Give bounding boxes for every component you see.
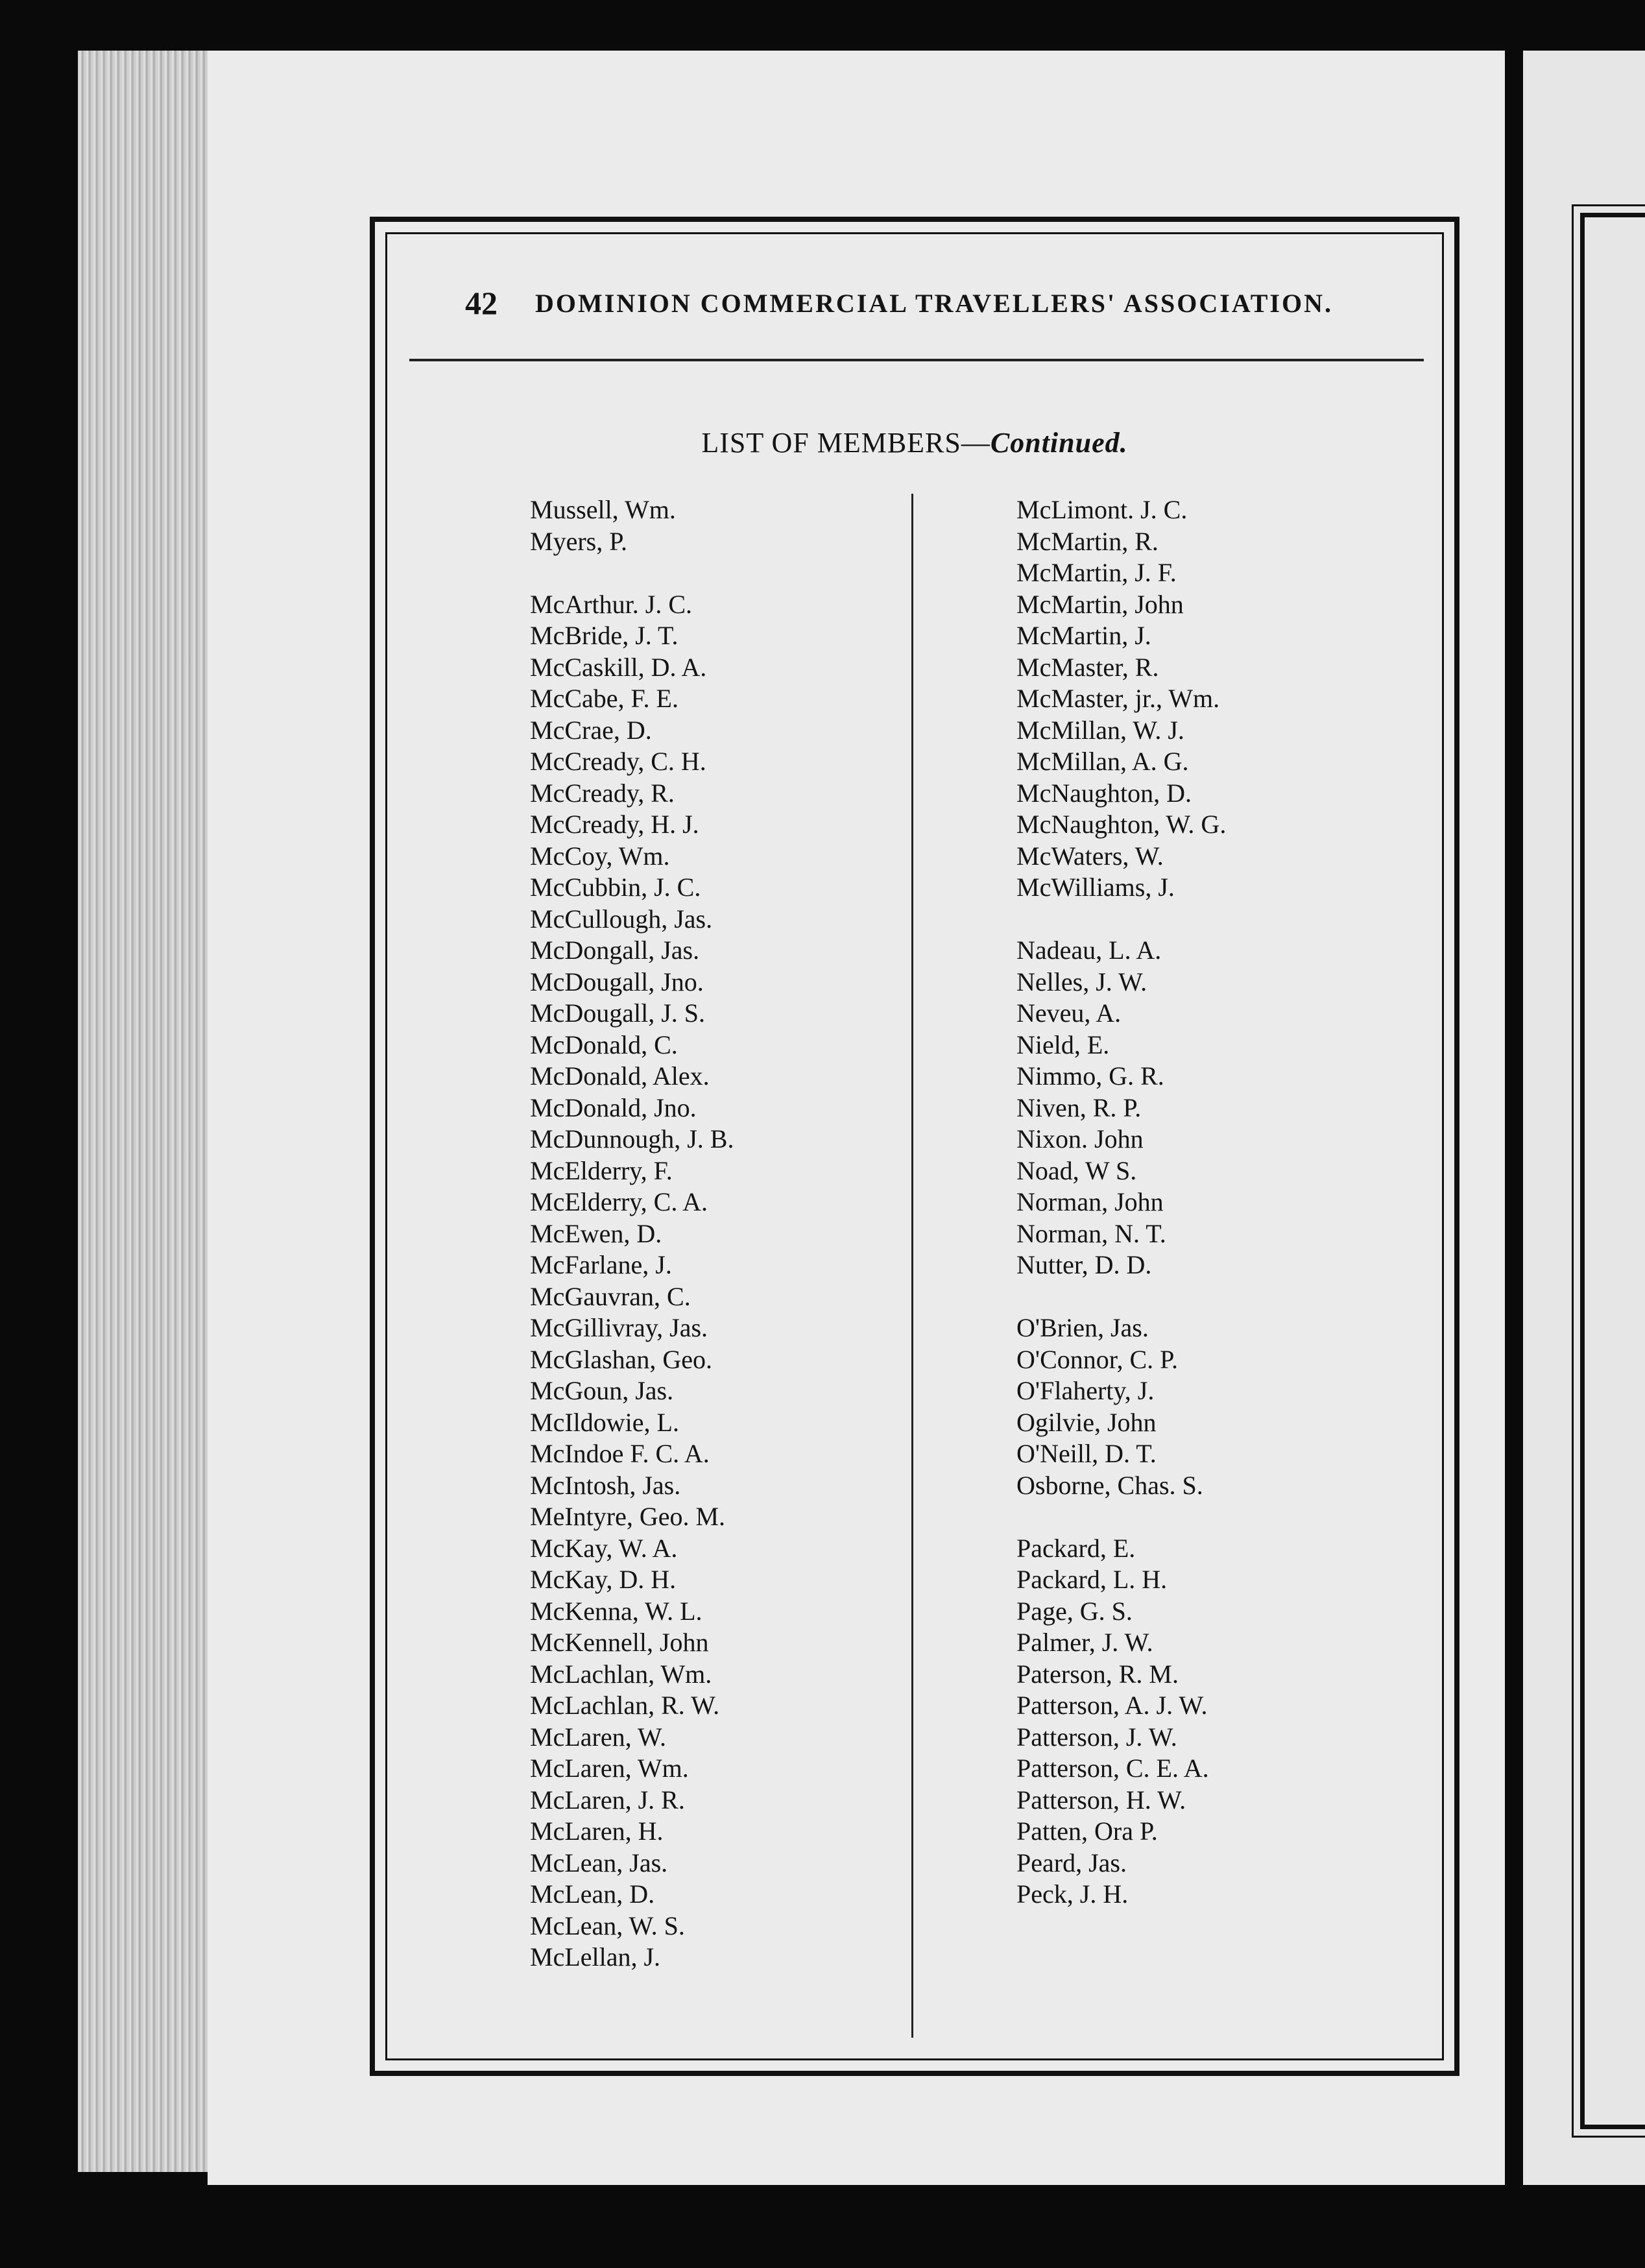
member-entry: McMaster, jr., Wm.: [1016, 684, 1220, 713]
member-entry: McKay, W. A.: [530, 1533, 678, 1563]
member-entry: McIldowie, L.: [530, 1407, 679, 1437]
member-entry: McLachlan, R. W.: [530, 1691, 720, 1720]
member-entry: McWaters, W.: [1016, 841, 1164, 871]
member-entry: McGlashan, Geo.: [530, 1344, 713, 1374]
member-entry: McLaren, J. R.: [530, 1785, 685, 1815]
member-entry: McLaren, Wm.: [530, 1754, 689, 1783]
member-entry: Packard, L. H.: [1016, 1565, 1168, 1594]
member-entry: McCaskill, D. A.: [530, 652, 707, 682]
page-number: 42: [465, 285, 498, 321]
member-entry: O'Flaherty, J.: [1016, 1376, 1155, 1405]
member-entry: Niven, R. P.: [1016, 1092, 1142, 1122]
member-entry: McGauvran, C.: [530, 1281, 691, 1311]
member-entry: McGoun, Jas.: [530, 1376, 674, 1405]
member-entry: McLaren, W.: [530, 1722, 666, 1752]
member-entry: McDonald, C.: [530, 1030, 678, 1059]
member-entry: MeIntyre, Geo. M.: [530, 1502, 726, 1531]
member-entry: O'Connor, C. P.: [1016, 1344, 1178, 1374]
page-header: [387, 277, 1442, 329]
member-entry: McKenna, W. L.: [530, 1596, 702, 1626]
member-entry: McLimont. J. C.: [1016, 495, 1188, 524]
member-entry: Packard, E.: [1016, 1533, 1136, 1563]
member-entry: Norman, N. T.: [1016, 1218, 1166, 1248]
page-border-inner: [385, 232, 1444, 2060]
member-entry: Nadeau, L. A.: [1016, 935, 1162, 965]
member-entry: Osborne, Chas. S.: [1016, 1470, 1203, 1500]
member-entry: McMartin, J. F.: [1016, 558, 1177, 587]
member-entry: McLean, Jas.: [530, 1848, 668, 1877]
book-page: [208, 51, 1505, 2185]
member-entry: Peck, J. H.: [1016, 1879, 1129, 1909]
member-entry: Nimmo, G. R.: [1016, 1061, 1164, 1091]
member-entry: McBride, J. T.: [530, 621, 678, 650]
member-entry: McDonald, Jno.: [530, 1092, 697, 1122]
page-border-frame: [370, 217, 1459, 2076]
member-entry: McCready, C. H.: [530, 747, 706, 776]
member-entry: McIndoe F. C. A.: [530, 1439, 710, 1468]
member-entry: Patterson, A. J. W.: [1016, 1691, 1208, 1720]
member-entry: Patten, Ora P.: [1016, 1816, 1158, 1846]
member-entry: McCready, H. J.: [530, 810, 699, 839]
member-entry: McWilliams, J.: [1016, 873, 1175, 902]
book-page-edges: [78, 51, 214, 2172]
member-entry: Noad, W S.: [1016, 1155, 1137, 1185]
member-entry: McCoy, Wm.: [530, 841, 670, 871]
member-entry: McLachlan, Wm.: [530, 1659, 712, 1689]
member-entry: McMaster, R.: [1016, 652, 1159, 682]
member-entry: Neveu, A.: [1016, 998, 1122, 1028]
member-entry: McDongall, Jas.: [530, 935, 700, 965]
column-divider: [911, 494, 913, 2038]
group-gap: [530, 557, 734, 589]
list-title: [387, 426, 1442, 459]
list-title-continued: Continued.: [990, 427, 1128, 459]
member-entry: McLean, W. S.: [530, 1911, 685, 1940]
member-entry: McEwen, D.: [530, 1218, 662, 1248]
member-entry: Palmer, J. W.: [1016, 1628, 1153, 1657]
facing-page: [1523, 51, 1645, 2185]
member-entry: McCubbin, J. C.: [530, 873, 701, 902]
member-entry: Patterson, C. E. A.: [1016, 1754, 1209, 1783]
member-entry: McKay, D. H.: [530, 1565, 677, 1594]
member-entry: McCready, R.: [530, 778, 675, 808]
member-entry: McFarlane, J.: [530, 1250, 672, 1279]
member-entry: McMillan, A. G.: [1016, 747, 1189, 776]
member-entry: Peard, Jas.: [1016, 1848, 1127, 1877]
member-entry: McMartin, John: [1016, 589, 1184, 619]
member-entry: McLean, D.: [530, 1879, 655, 1909]
member-entry: Nixon. John: [1016, 1124, 1144, 1153]
list-title-main: LIST OF MEMBERS: [701, 427, 961, 459]
member-entry: McMartin, R.: [1016, 526, 1159, 556]
member-entry: Nield, E.: [1016, 1030, 1110, 1059]
member-entry: McLellan, J.: [530, 1942, 661, 1972]
member-entry: McElderry, F.: [530, 1155, 673, 1185]
member-entry: Patterson, H. W.: [1016, 1785, 1186, 1815]
running-title: DOMINION COMMERCIAL TRAVELLERS' ASSOCIATION.: [535, 288, 1333, 318]
member-column-right: [1016, 494, 1226, 1911]
group-gap: [1016, 904, 1226, 935]
facing-page-border: [1580, 213, 1645, 2129]
member-entry: McCrae, D.: [530, 715, 652, 745]
member-entry: McLaren, H.: [530, 1816, 664, 1846]
header-rule: [409, 359, 1424, 361]
member-entry: McDonald, Alex.: [530, 1061, 710, 1091]
member-entry: Myers, P.: [530, 526, 628, 556]
member-entry: McKennell, John: [530, 1628, 709, 1657]
member-entry: McDougall, J. S.: [530, 998, 705, 1028]
member-entry: O'Neill, D. T.: [1016, 1439, 1157, 1468]
group-gap: [1016, 1281, 1226, 1313]
member-entry: McCabe, F. E.: [530, 684, 678, 713]
member-entry: Norman, John: [1016, 1187, 1164, 1216]
member-entry: O'Brien, Jas.: [1016, 1313, 1149, 1342]
member-entry: Ogilvie, John: [1016, 1407, 1157, 1437]
member-entry: McMillan, W. J.: [1016, 715, 1184, 745]
member-entry: McNaughton, W. G.: [1016, 810, 1227, 839]
member-column-left: [530, 494, 734, 1973]
list-title-dash: —: [961, 427, 991, 459]
member-entry: McGillivray, Jas.: [530, 1313, 708, 1342]
member-entry: Paterson, R. M.: [1016, 1659, 1179, 1689]
member-entry: Nutter, D. D.: [1016, 1250, 1152, 1279]
member-entry: McElderry, C. A.: [530, 1187, 708, 1216]
member-entry: McMartin, J.: [1016, 621, 1151, 650]
member-entry: McNaughton, D.: [1016, 778, 1192, 808]
group-gap: [1016, 1501, 1226, 1533]
member-entry: Page, G. S.: [1016, 1596, 1133, 1626]
member-entry: McArthur. J. C.: [530, 589, 692, 619]
member-entry: McDougall, Jno.: [530, 967, 704, 996]
member-entry: McIntosh, Jas.: [530, 1470, 681, 1500]
member-entry: Patterson, J. W.: [1016, 1722, 1177, 1752]
member-entry: McDunnough, J. B.: [530, 1124, 734, 1153]
member-entry: Nelles, J. W.: [1016, 967, 1147, 996]
member-entry: McCullough, Jas.: [530, 904, 713, 934]
member-entry: Mussell, Wm.: [530, 495, 676, 524]
